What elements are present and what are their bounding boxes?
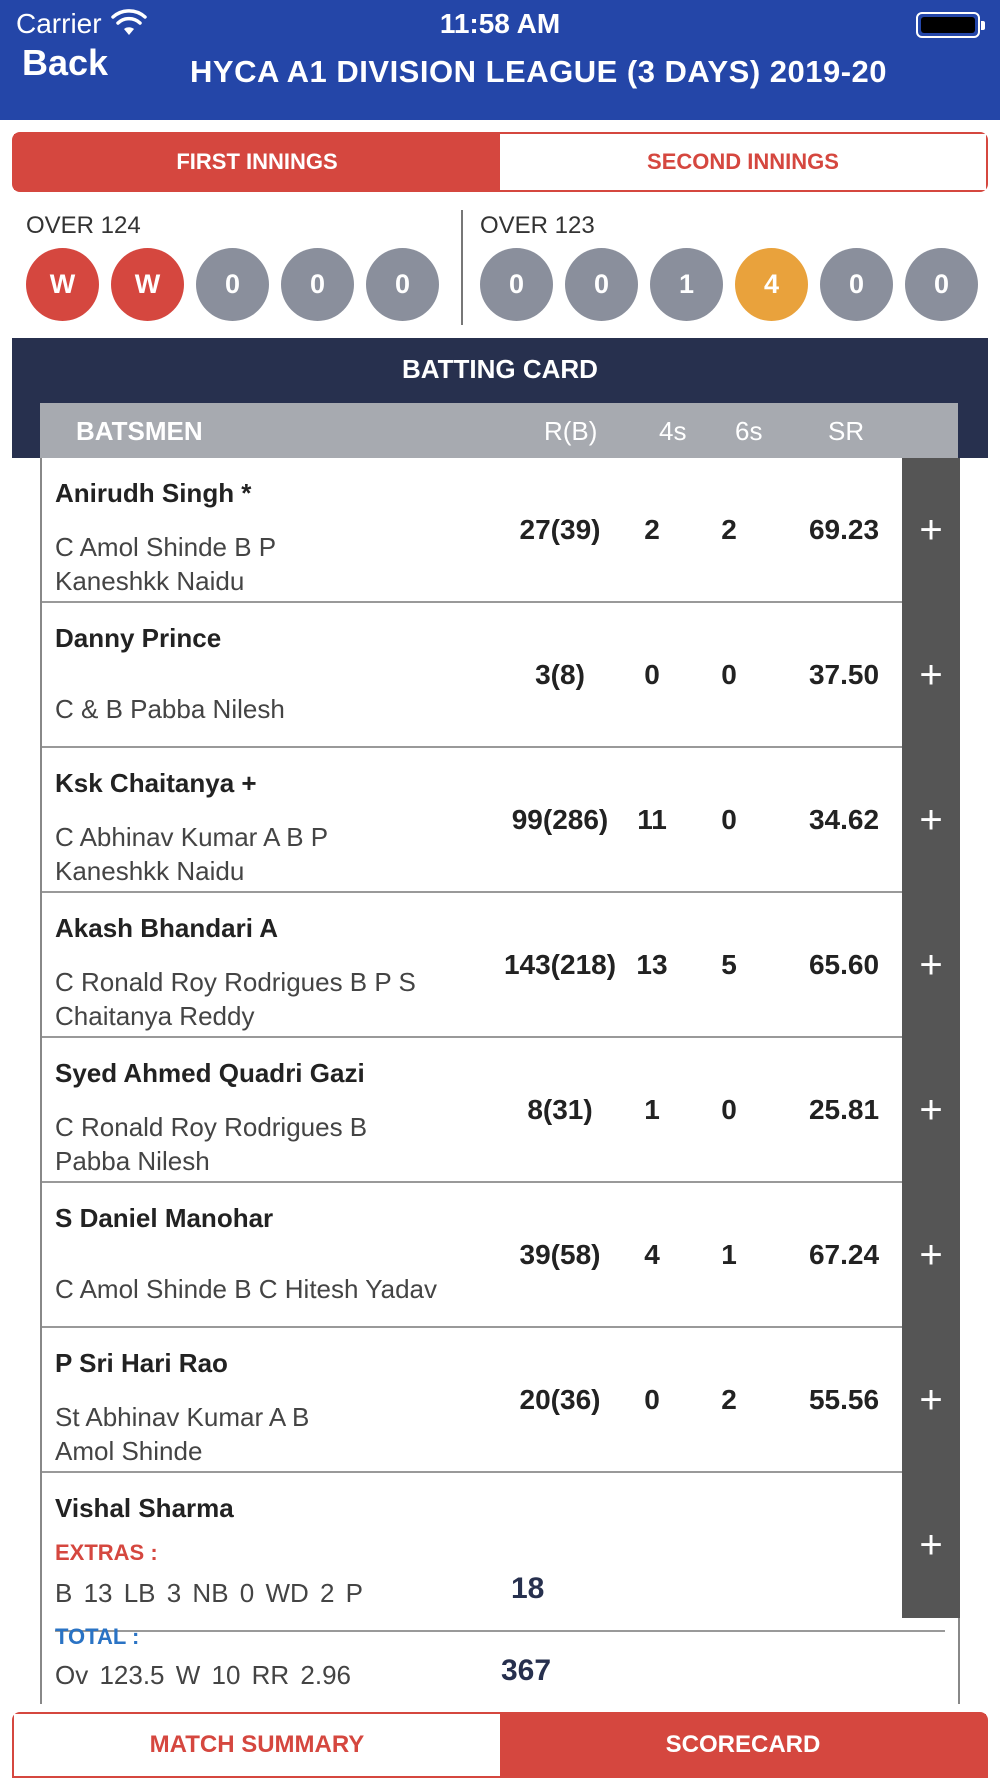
expand-button[interactable]: + <box>902 458 960 603</box>
dismissal-line: C Ronald Roy Rodrigues B P S <box>55 967 416 997</box>
total-detail: Ov 123.5 W 10 RR 2.96 <box>55 1660 352 1690</box>
strike-rate: 67.24 <box>808 1239 880 1270</box>
sixes: 0 <box>721 804 737 835</box>
sixes: 1 <box>721 1239 737 1270</box>
sixes: 0 <box>721 659 737 690</box>
extras-detail: B 13 LB 3 NB 0 WD 2 P <box>55 1578 364 1608</box>
dismissal-line: C Amol Shinde B P <box>55 532 277 562</box>
sixes: 2 <box>721 514 737 545</box>
batsman-name: S Daniel Manohar <box>55 1203 274 1233</box>
batsman-name: Akash Bhandari A <box>55 913 278 943</box>
col-sixes: 6s <box>735 416 763 446</box>
col-fours: 4s <box>659 416 687 446</box>
over-block-current <box>26 212 439 321</box>
page-title: HYCA A1 DIVISION LEAGUE (3 DAYS) 2019-20 <box>190 54 888 89</box>
ball-single: 1 <box>650 248 723 321</box>
fours: 0 <box>644 1384 660 1415</box>
batsman-row[interactable] <box>42 893 958 1038</box>
dismissal-line: Kaneshkk Naidu <box>55 566 245 596</box>
over-divider <box>461 210 463 325</box>
runs-balls: 3(8) <box>535 659 585 690</box>
fours: 13 <box>636 949 668 980</box>
ball-wicket: W <box>111 248 184 321</box>
dismissal-line: Kaneshkk Naidu <box>55 856 245 886</box>
over-block-previous <box>480 212 978 321</box>
total-value: 367 <box>501 1654 552 1687</box>
battery-icon <box>916 12 980 38</box>
expand-button[interactable]: + <box>902 1328 960 1473</box>
expand-button[interactable]: + <box>902 603 960 748</box>
strike-rate: 65.60 <box>808 949 880 980</box>
batsman-row[interactable] <box>42 1328 958 1473</box>
ball-dot: 0 <box>480 248 553 321</box>
ball-dot: 0 <box>366 248 439 321</box>
ball-list <box>480 248 978 321</box>
expand-button[interactable]: + <box>902 1038 960 1183</box>
dismissal-line: C Ronald Roy Rodrigues B <box>55 1112 368 1142</box>
col-batsmen: BATSMEN <box>76 416 203 446</box>
runs-balls: 8(31) <box>527 1094 593 1125</box>
sixes: 5 <box>721 949 737 980</box>
strike-rate: 25.81 <box>808 1094 880 1125</box>
strike-rate: 34.62 <box>808 804 880 835</box>
sixes: 0 <box>721 1094 737 1125</box>
dismissal-line: Pabba Nilesh <box>55 1146 210 1176</box>
batting-card <box>40 458 960 1704</box>
col-sr: SR <box>828 416 865 446</box>
extras-value: 18 <box>511 1572 545 1605</box>
fours: 1 <box>644 1094 660 1125</box>
ball-four: 4 <box>735 248 808 321</box>
strike-rate: 55.56 <box>808 1384 880 1415</box>
batsman-row[interactable] <box>42 458 958 603</box>
runs-balls: 99(286) <box>511 804 609 835</box>
expand-button[interactable]: + <box>902 1183 960 1328</box>
column-header <box>40 403 958 458</box>
strike-rate: 37.50 <box>808 659 880 690</box>
ball-list <box>26 248 439 321</box>
expand-button[interactable]: + <box>902 1473 960 1618</box>
bottom-tab-bar <box>12 1712 988 1778</box>
extras-section <box>55 1540 945 1632</box>
dismissal-line: C Abhinav Kumar A B P <box>55 822 329 852</box>
runs-balls: 39(58) <box>519 1239 601 1270</box>
tab-match-summary[interactable]: MATCH SUMMARY <box>14 1714 500 1776</box>
runs-balls: 27(39) <box>519 514 601 545</box>
expand-button[interactable]: + <box>902 893 960 1038</box>
ball-dot: 0 <box>281 248 354 321</box>
col-runs: R(B) <box>544 416 598 446</box>
tab-second-innings[interactable]: SECOND INNINGS <box>500 134 986 190</box>
batsman-name: Vishal Sharma <box>55 1493 234 1523</box>
over-label: OVER 124 <box>26 212 141 239</box>
tab-first-innings[interactable]: FIRST INNINGS <box>14 134 500 190</box>
strike-rate: 69.23 <box>808 514 880 545</box>
ball-wicket: W <box>26 248 99 321</box>
carrier-label: Carrier <box>16 8 102 39</box>
sixes: 2 <box>721 1384 737 1415</box>
runs-balls: 20(36) <box>519 1384 601 1415</box>
fours: 0 <box>644 659 660 690</box>
batsman-row[interactable] <box>42 748 958 893</box>
ball-dot: 0 <box>565 248 638 321</box>
dismissal-line: St Abhinav Kumar A B <box>55 1402 310 1432</box>
extras-label: EXTRAS : <box>55 1540 158 1565</box>
fours: 11 <box>637 804 667 835</box>
batting-card-header <box>12 338 988 458</box>
batsman-name: Ksk Chaitanya + <box>55 768 257 798</box>
dismissal-line: Chaitanya Reddy <box>55 1001 255 1031</box>
back-button[interactable]: Back <box>22 42 109 83</box>
status-time: 11:58 AM <box>439 8 561 39</box>
ball-dot: 0 <box>905 248 978 321</box>
batsman-row[interactable] <box>42 1183 958 1328</box>
dismissal-line: C & B Pabba Nilesh <box>55 694 285 724</box>
innings-toggle <box>12 132 988 192</box>
batsman-name: Syed Ahmed Quadri Gazi <box>55 1058 365 1088</box>
fours: 4 <box>644 1239 660 1270</box>
dismissal-line: Amol Shinde <box>55 1436 203 1466</box>
over-label: OVER 123 <box>480 212 595 239</box>
ball-dot: 0 <box>820 248 893 321</box>
total-section <box>55 1624 945 1704</box>
batsman-row[interactable] <box>42 603 958 748</box>
batting-card-title: BATTING CARD <box>402 354 598 384</box>
batsman-name: Anirudh Singh * <box>55 478 252 508</box>
batsman-row[interactable] <box>42 1038 958 1183</box>
ball-dot: 0 <box>196 248 269 321</box>
expand-button[interactable]: + <box>902 748 960 893</box>
navigation-header <box>0 0 1000 120</box>
runs-balls: 143(218) <box>503 949 617 980</box>
dismissal-line: C Amol Shinde B C Hitesh Yadav <box>55 1274 438 1304</box>
fours: 2 <box>644 514 660 545</box>
batsman-name: Danny Prince <box>55 623 222 653</box>
total-label: TOTAL : <box>55 1624 140 1649</box>
tab-scorecard[interactable]: SCORECARD <box>500 1714 986 1776</box>
batsman-name: P Sri Hari Rao <box>55 1348 228 1378</box>
